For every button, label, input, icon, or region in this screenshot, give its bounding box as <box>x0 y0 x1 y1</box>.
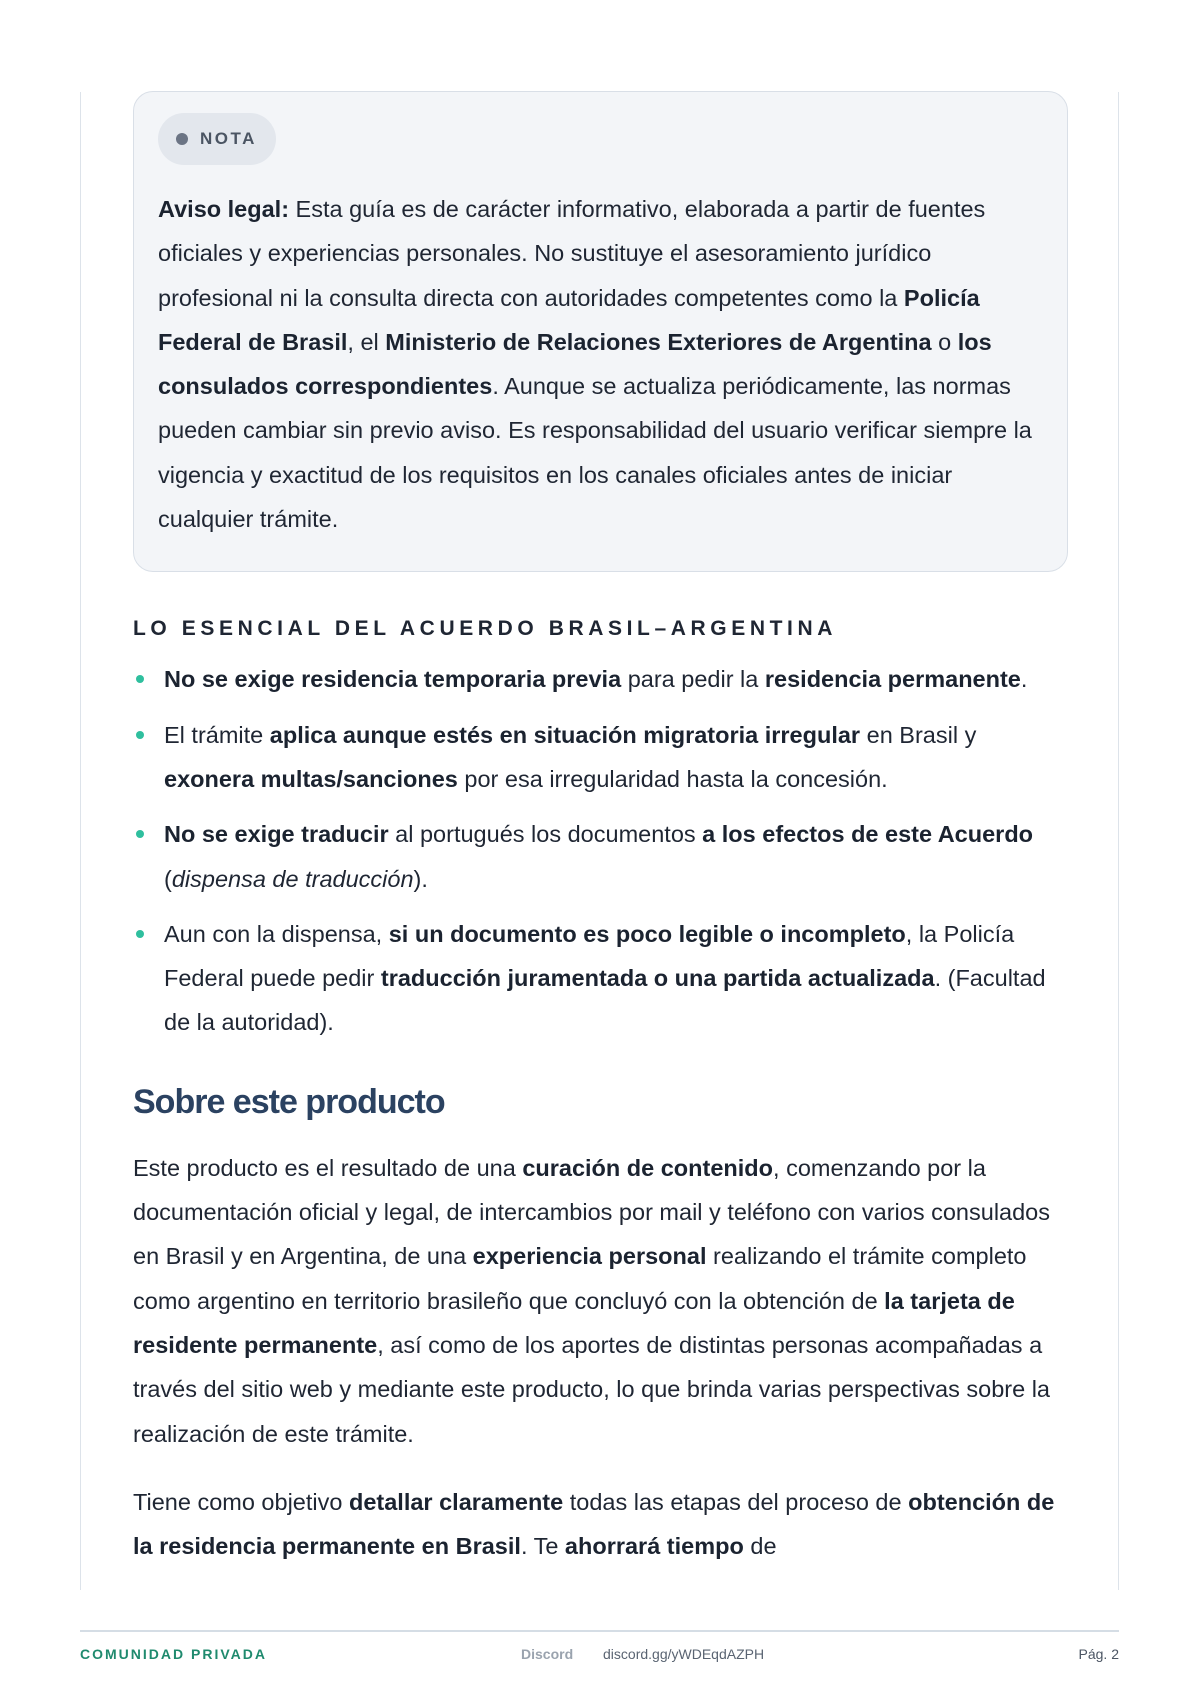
bold-text: Ministerio de Relaciones Exteriores de Argentina <box>385 328 932 355</box>
body-paragraph: Este producto es el resultado de una curación de contenido, comenzando por la documentación oficial y legal, de intercambios por mail y teléfono con varios consulados en Brasil y en Argentina, de una experiencia personal realizando el trámite completo como argentino en territorio brasileño que concluyó con la obtención de la tarjeta de residente permanente, así como de los aportes de distintas personas acompañadas a través del sitio web y mediante este producto, lo que brinda varias perspectivas sobre la realización de este trámite. <box>133 1154 1050 1447</box>
section-heading: Sobre este producto <box>133 1082 445 1121</box>
footer-discord-brand: Discord <box>521 1646 574 1662</box>
list-item-text: Aun con la dispensa, si un documento es poco legible o incompleto, la Policía Federal puede pedir traducción juramentada o una partida actualizada. (Facultad de la autoridad). <box>164 920 1046 1036</box>
list-item <box>133 713 1068 802</box>
bold-text: residencia permanente <box>764 666 1021 693</box>
bold-text: traducción juramentada o una partida actualizada <box>380 965 935 992</box>
list-item-text: No se exige residencia temporaria previa para pedir la residencia permanente. <box>164 666 1028 693</box>
bold-text: la tarjeta de residente permanente <box>133 1287 1015 1358</box>
section-label: LO ESENCIAL DEL ACUERDO BRASIL–ARGENTINA <box>133 617 837 641</box>
list-item-text: No se exige traducir al portugués los documentos a los efectos de este Acuerdo (dispensa de traducción). <box>164 821 1034 892</box>
footer-discord-link[interactable]: discord.gg/yWDEqdAZPH <box>603 1646 765 1662</box>
bullet-dot-icon <box>136 731 144 739</box>
note-badge <box>158 113 276 165</box>
list-item <box>133 912 1068 1045</box>
bold-text: curación de contenido <box>522 1154 774 1181</box>
bold-text: aplica aunque estés en situación migratoria irregular <box>269 721 861 748</box>
page-content <box>133 91 1068 1568</box>
body-paragraph: Tiene como objetivo detallar claramente todas las etapas del proceso de obtención de la residencia permanente en Brasil. Te ahorrará tiempo de <box>133 1488 1055 1560</box>
page-footer <box>80 1646 1119 1666</box>
bold-text: si un documento es poco legible o incompleto <box>388 920 906 947</box>
bold-text: No se exige residencia temporaria previa <box>164 666 622 693</box>
bullet-dot-icon <box>136 675 144 683</box>
bold-text: Aviso legal: <box>158 196 290 222</box>
footer-discord <box>521 1646 764 1662</box>
bold-text: Policía Federal de Brasil <box>158 284 980 355</box>
italic-text: dispensa de traducción <box>171 865 414 892</box>
bold-text: los consulados correspondientes <box>158 328 992 400</box>
badge-dot-icon <box>176 133 188 145</box>
list-item-text: El trámite aplica aunque estés en situación migratoria irregular en Brasil y exonera multas/sanciones por esa irregularidad hasta la concesión. <box>164 721 977 792</box>
bold-text: detallar claramente <box>348 1488 564 1515</box>
note-badge-label: NOTA <box>200 129 257 148</box>
bullet-dot-icon <box>136 830 144 838</box>
bold-text: obtención de la residencia permanente en Brasil <box>133 1488 1055 1560</box>
page-frame-left-rule <box>80 92 81 1590</box>
bold-text: exonera multas/sanciones <box>164 765 458 792</box>
essentials-list <box>133 657 1068 1044</box>
note-callout <box>133 91 1068 572</box>
footer-community-label: COMUNIDAD PRIVADA <box>80 1646 267 1662</box>
list-item <box>133 657 1068 701</box>
footer-divider <box>80 1630 1119 1632</box>
note-paragraph: Aviso legal: Esta guía es de carácter informativo, elaborada a partir de fuentes oficiales y experiencias personales. No sustituye el asesoramiento jurídico profesional ni la consulta directa con autoridades competentes como la Policía Federal de Brasil, el Ministerio de Relaciones Exteriores de Argentina o los consulados correspondientes. Aunque se actualiza periódicamente, las normas pueden cambiar sin previo aviso. Es responsabilidad del usuario verificar siempre la vigencia y exactitud de los requisitos en los canales oficiales antes de iniciar cualquier trámite. <box>158 196 1032 533</box>
bullet-dot-icon <box>136 930 144 938</box>
bold-text: a los efectos de este Acuerdo <box>702 821 1034 848</box>
page-number: Pág. 2 <box>1078 1646 1119 1662</box>
page-frame-right-rule <box>1118 92 1119 1590</box>
bold-text: No se exige traducir <box>164 821 389 848</box>
list-item <box>133 812 1068 901</box>
bold-text: experiencia personal <box>472 1243 707 1270</box>
bold-text: ahorrará tiempo <box>564 1533 744 1560</box>
